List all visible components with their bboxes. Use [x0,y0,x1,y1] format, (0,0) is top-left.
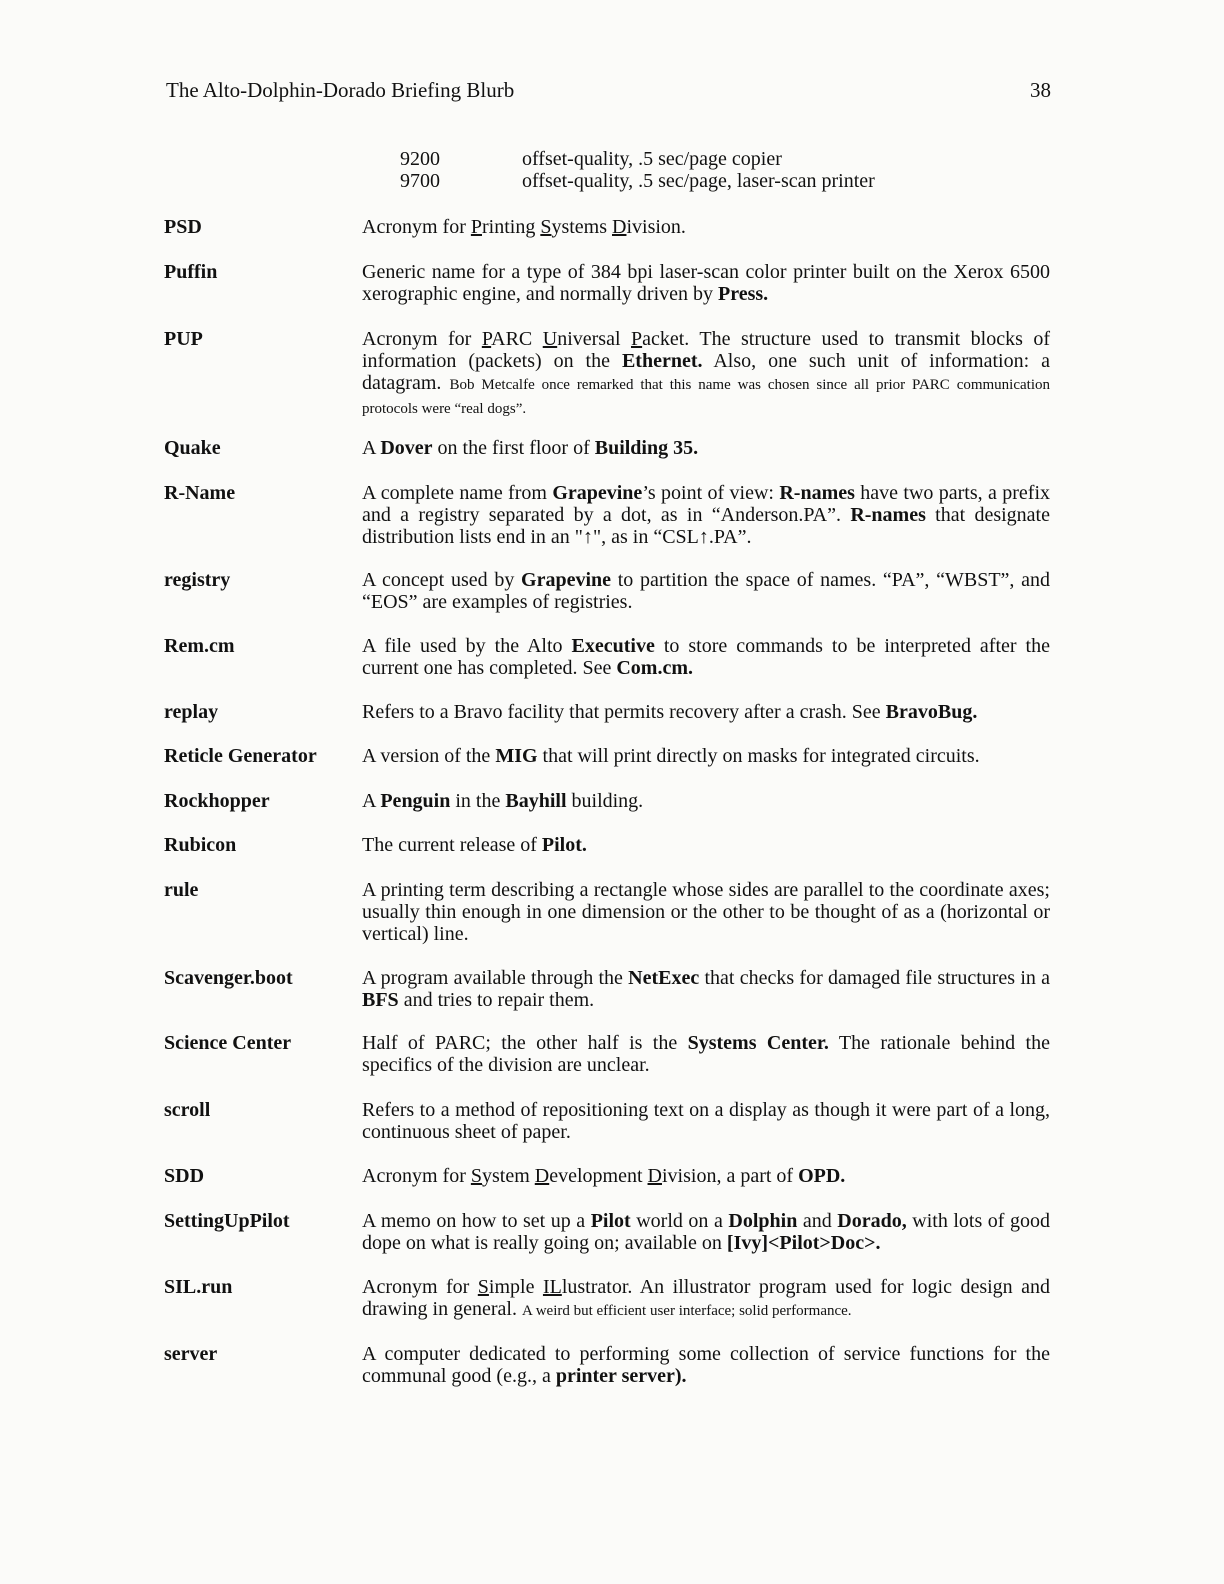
code-description: offset-quality, .5 sec/page copier [522,148,782,170]
definition-text: printer server). [555,1365,687,1387]
definition-text: P [481,328,492,350]
definition-text: niversal [557,328,631,350]
definition-text: Grapevine [552,482,643,504]
definition-text: MIG [495,745,538,767]
definition-text: Refers to a method of repositioning text on a display as though it were part of a long, continuous sheet of paper. [362,1099,1050,1143]
glossary-definition [362,569,1050,613]
definition-text: Com.cm. [616,657,693,679]
glossary-term: R-Name [164,482,236,504]
glossary-term: PSD [164,216,202,238]
definition-text: A program available through the [362,967,629,989]
definition-text: OPD. [798,1165,846,1187]
definition-text: Pilot [590,1210,631,1232]
definition-text: U [542,328,558,350]
definition-text: IL [542,1276,562,1298]
definition-text: Pilot. [541,834,587,856]
page-number: 38 [1030,78,1051,102]
definition-text: A [362,437,381,459]
definition-text: S [470,1165,482,1187]
definition-text: A version of the [362,745,496,767]
definition-text: Bob Metcalfe once remarked that this name was chosen since all prior PARC communication protocols were “real dogs”. [362,377,1051,417]
definition-text: [Ivy]<Pilot>Doc>. [726,1232,881,1254]
glossary-term: Reticle Generator [164,745,317,767]
definition-text: world on a [630,1210,729,1232]
glossary-definition [362,1210,1050,1254]
definition-text: A concept used by [362,569,522,591]
glossary-definition [362,328,1050,420]
glossary-definition [362,261,1050,305]
definition-text: R-names [779,482,855,504]
definition-text: Bayhill [505,790,567,812]
definition-text: ivision, a part of [661,1165,799,1187]
definition-text: that checks for damaged file structures in a [699,967,1050,989]
definition-text: Building 35. [594,437,699,459]
glossary-definition [362,701,1050,723]
glossary-term: SIL.run [164,1276,233,1298]
glossary-term: Rubicon [164,834,237,856]
definition-text: A complete name from [362,482,553,504]
definition-text: Press. [718,283,769,305]
definition-text: S [540,216,552,238]
definition-text: building. [566,790,644,812]
definition-text: Half of PARC; the other half is the [362,1032,688,1054]
glossary-definition [362,1099,1050,1143]
definition-text: BFS [362,989,399,1011]
definition-text: Systems Center. [687,1032,829,1054]
glossary-term: rule [164,879,199,901]
definition-text: Dover [380,437,433,459]
definition-text: The current release of [362,834,542,856]
glossary-definition [362,834,1050,856]
glossary-term: Puffin [164,261,218,283]
definition-text: P [630,328,643,350]
definition-text: Acronym for [362,1276,478,1298]
glossary-definition [362,879,1050,945]
definition-text: NetExec [628,967,700,989]
definition-text: acket. The structure used to transmit blocks of information (packets) on the [362,328,1051,372]
definition-text: Penguin [380,790,451,812]
code-number: 9700 [400,170,440,192]
code-row [400,170,875,192]
running-header-title: The Alto-Dolphin-Dorado Briefing Blurb [166,78,515,102]
glossary-term: Rockhopper [164,790,270,812]
definition-text: Executive [571,635,655,657]
definition-text: in the [450,790,506,812]
definition-text: to partition the space of names. “PA”, “WBST”, and “EOS” are examples of registries. [362,569,1051,613]
glossary-term: SDD [164,1165,205,1187]
glossary-definition [362,1165,1050,1187]
glossary-definition [362,745,1050,767]
definition-text: P [470,216,482,238]
glossary-term: replay [164,701,219,723]
definition-text: S [477,1276,489,1298]
definition-text: Acronym for [362,216,471,238]
definition-text: R-names [850,504,926,526]
glossary-definition [362,967,1050,1011]
definition-text: D [612,216,627,238]
glossary-definition [362,482,1050,548]
definition-text: ystem [481,1165,535,1187]
code-number: 9200 [400,148,440,170]
definition-text: Acronym for [362,1165,471,1187]
printer-code-list [400,148,875,192]
definition-text: evelopment [549,1165,648,1187]
definition-text: that designate distribution lists end in an "↑", as in “CSL↑.PA”. [362,504,1050,548]
definition-text: Dorado, [837,1210,907,1232]
glossary-term: Rem.cm [164,635,235,657]
definition-text: A computer dedicated to performing some collection of service functions for the communal good (e.g., a [362,1343,1050,1387]
definition-text: have two parts, a prefix and a registry separated by a dot, as in “Anderson.PA”. [362,482,1051,526]
definition-text: ARC [491,328,543,350]
definition-text: A [362,790,381,812]
glossary-definition [362,1343,1050,1387]
definition-text: imple [488,1276,543,1298]
glossary-term: SettingUpPilot [164,1210,290,1232]
glossary-definition [362,1032,1050,1076]
glossary-term: Quake [164,437,221,459]
definition-text: rinting [481,216,541,238]
definition-text: Acronym for [362,328,482,350]
definition-text: The rationale behind the specifics of the division are unclear. [362,1032,1050,1076]
definition-text: ystems [551,216,613,238]
definition-text: BravoBug. [885,701,978,723]
code-description: offset-quality, .5 sec/page, laser-scan printer [522,170,875,192]
glossary-definition [362,437,1050,459]
definition-text: Ethernet. [621,350,703,372]
definition-text: on the first floor of [432,437,595,459]
definition-text: that will print directly on masks for integrated circuits. [537,745,980,767]
definition-text: A printing term describing a rectangle whose sides are parallel to the coordinate axes; usually thin enough in one dimension or the other to be thought of as a (horizontal or vertical) line. [362,879,1050,945]
definition-text: Generic name for a type of 384 bpi laser-scan color printer built on the Xerox 6500 xerographic engine, and normally driven by [362,261,1050,305]
definition-text: D [647,1165,662,1187]
glossary-term: PUP [164,328,203,350]
glossary-term: registry [164,569,231,591]
definition-text: A memo on how to set up a [362,1210,591,1232]
glossary-term: server [164,1343,218,1365]
definition-text: ’s point of view: [642,482,780,504]
glossary-term: scroll [164,1099,211,1121]
definition-text: D [534,1165,550,1187]
glossary-definition [362,1276,1050,1322]
code-row [400,148,875,170]
definition-text: Refers to a Bravo facility that permits recovery after a crash. See [362,701,886,723]
definition-text: A weird but efficient user interface; solid performance. [521,1303,852,1319]
definition-text: A file used by the Alto [362,635,572,657]
glossary-term: Scavenger.boot [164,967,293,989]
definition-text: and tries to repair them. [398,989,595,1011]
definition-text: lustrator. An illustrator program used for logic design and drawing in general. [362,1276,1051,1320]
definition-text: Also, one such unit of information: a datagram. [362,350,1050,394]
glossary-term: Science Center [164,1032,292,1054]
definition-text: ivision. [626,216,686,238]
definition-text: Dolphin [728,1210,798,1232]
definition-text: with lots of good dope on what is really going on; available on [362,1210,1050,1254]
definition-text: Grapevine [521,569,612,591]
glossary-definition [362,635,1050,679]
definition-text: and [797,1210,838,1232]
glossary-definition [362,216,1050,238]
glossary-definition [362,790,1050,812]
definition-text: to store commands to be interpreted after the current one has completed. See [362,635,1050,679]
